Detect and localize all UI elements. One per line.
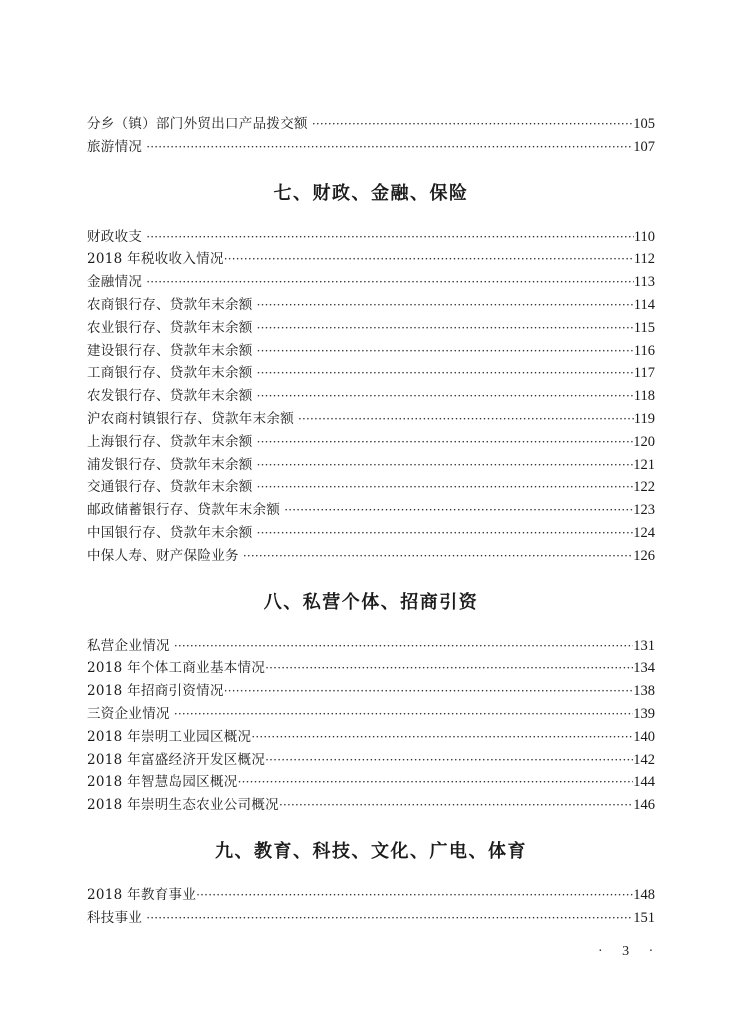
toc-entry-title: 农商银行存、贷款年末余额 (87, 296, 253, 313)
dot-leader (196, 884, 633, 907)
toc-entry-title: 金融情况 (87, 274, 143, 291)
dot-leader (146, 136, 633, 159)
toc-entry-page: 105 (633, 116, 655, 132)
toc-entry-title: 2018 年智慧岛园区概况 (87, 774, 238, 791)
toc-entry[interactable] (87, 657, 655, 680)
dot-leader (243, 545, 633, 568)
toc-entry-page: 118 (633, 388, 655, 405)
dot-leader (174, 703, 633, 726)
toc-entry-title: 浦发银行存、贷款年末余额 (87, 456, 253, 473)
toc-entry-title: 2018 年崇明生态农业公司概况 (87, 797, 279, 814)
toc-entry-page: 114 (633, 296, 655, 313)
toc-entry-title: 旅游情况 (87, 138, 143, 155)
spacer (87, 568, 655, 591)
toc-entry-page: 113 (633, 274, 655, 291)
toc-entry-page: 144 (633, 774, 655, 791)
dot-leader (257, 294, 634, 317)
toc-entry-title: 2018 年教育事业 (87, 886, 197, 903)
toc-entry-title: 工商银行存、贷款年末余额 (87, 365, 253, 382)
toc-entry-title: 中国银行存、贷款年末余额 (87, 524, 253, 541)
toc-entry[interactable] (87, 703, 655, 726)
spacer (87, 159, 655, 182)
dot-leader (257, 340, 634, 363)
toc-entry-page: 148 (633, 886, 655, 903)
toc-entry-title: 私营企业情况 (87, 637, 170, 654)
toc-entry[interactable] (87, 271, 655, 294)
toc-section-finance (87, 182, 655, 568)
toc-section-education (87, 840, 655, 930)
dot-leader (257, 522, 634, 545)
toc-entry-page: 138 (633, 683, 655, 700)
toc-entry-title: 分乡（镇）部门外贸出口产品拨交额 (87, 116, 308, 132)
toc-entry-title: 2018 年个体工商业基本情况 (87, 660, 266, 677)
spacer (87, 615, 655, 635)
dot-leader (224, 248, 634, 271)
dot-leader (146, 271, 634, 294)
toc-entry[interactable] (87, 408, 655, 431)
dot-leader (224, 680, 634, 703)
toc-entry-title: 2018 年富盛经济开发区概况 (87, 751, 266, 768)
dot-leader (284, 499, 633, 522)
toc-entry-page: 124 (633, 524, 655, 541)
dot-leader (257, 454, 634, 477)
toc-entry-page: 119 (633, 410, 655, 427)
toc-entry-page: 116 (633, 342, 655, 359)
toc-entry-title: 2018 年招商引资情况 (87, 683, 224, 700)
dot-leader (257, 476, 634, 499)
toc-entry[interactable] (87, 726, 655, 749)
toc-entry-page: 112 (633, 251, 655, 268)
toc-entry[interactable] (87, 136, 655, 159)
toc-entry[interactable] (87, 907, 655, 930)
toc-entry[interactable] (87, 749, 655, 772)
toc-entry[interactable] (87, 499, 655, 522)
toc-entry-page: 134 (633, 660, 655, 677)
dot-leader (298, 408, 634, 431)
toc-entry[interactable] (87, 635, 655, 658)
page-number: · 3 · (598, 944, 662, 959)
toc-entry-title: 农发银行存、贷款年末余额 (87, 388, 253, 405)
toc-entry-page: 121 (633, 456, 655, 473)
section-heading: 九、教育、科技、文化、广电、体育 (215, 840, 527, 862)
toc-entry-page: 115 (633, 319, 655, 336)
toc-entry-title: 沪农商村镇银行存、贷款年末余额 (87, 410, 294, 427)
toc-entry-page: 139 (633, 705, 655, 722)
toc-entry-page: 140 (633, 728, 655, 745)
toc-entry[interactable] (87, 454, 655, 477)
toc-entry-page: 146 (633, 797, 655, 814)
dot-leader (265, 657, 633, 680)
toc-entry-page: 126 (633, 547, 655, 564)
toc-entry-title: 农业银行存、贷款年末余额 (87, 319, 253, 336)
toc-entry-title: 邮政储蓄银行存、贷款年末余额 (87, 502, 281, 519)
toc-entry-title: 中保人寿、财产保险业务 (87, 547, 239, 564)
toc-entry-page: 107 (633, 138, 655, 155)
dot-leader (279, 794, 633, 817)
toc-section-continued (87, 113, 655, 159)
toc-entry[interactable] (87, 771, 655, 794)
toc-entry-page: 120 (633, 433, 655, 450)
spacer (87, 206, 655, 226)
dot-leader (238, 771, 634, 794)
toc-entry-title: 科技事业 (87, 909, 143, 926)
toc-entry[interactable] (87, 248, 655, 271)
dot-leader (146, 226, 634, 249)
toc-entry[interactable] (87, 385, 655, 408)
dot-leader (312, 113, 633, 136)
dot-leader (265, 749, 633, 772)
toc-entry[interactable] (87, 317, 655, 340)
toc-entry[interactable] (87, 545, 655, 568)
toc-section-private-business (87, 591, 655, 817)
toc-entry-page: 117 (633, 365, 655, 382)
dot-leader (251, 726, 633, 749)
toc-page (87, 113, 655, 930)
toc-entry-title: 2018 年税收收入情况 (87, 251, 224, 268)
toc-entry[interactable] (87, 113, 655, 136)
dot-leader (257, 385, 634, 408)
toc-entry[interactable] (87, 794, 655, 817)
toc-entry-title: 交通银行存、贷款年末余额 (87, 479, 253, 496)
toc-entry-title: 财政收支 (87, 228, 143, 245)
toc-entry[interactable] (87, 522, 655, 545)
toc-entry[interactable] (87, 362, 655, 385)
toc-entry[interactable] (87, 226, 655, 249)
section-heading: 七、财政、金融、保险 (273, 182, 469, 204)
dot-leader (146, 907, 633, 930)
toc-entry-title: 三资企业情况 (87, 705, 170, 722)
toc-entry[interactable] (87, 680, 655, 703)
toc-entry-page: 151 (633, 909, 655, 926)
toc-entry-page: 110 (633, 228, 655, 245)
toc-entry-title: 上海银行存、贷款年末余额 (87, 433, 253, 450)
toc-entry-page: 131 (633, 637, 655, 654)
dot-leader (257, 362, 634, 385)
dot-leader (257, 317, 634, 340)
toc-entry[interactable] (87, 294, 655, 317)
toc-entry-title: 2018 年崇明工业园区概况 (87, 728, 252, 745)
toc-entry-page: 122 (633, 479, 655, 496)
toc-entry-title: 建设银行存、贷款年末余额 (87, 342, 253, 359)
spacer (87, 864, 655, 884)
toc-entry[interactable] (87, 340, 655, 363)
toc-entry-page: 123 (633, 502, 655, 519)
toc-entry[interactable] (87, 884, 655, 907)
dot-leader (257, 431, 634, 454)
section-heading: 八、私营个体、招商引资 (263, 591, 479, 613)
toc-entry[interactable] (87, 431, 655, 454)
spacer (87, 817, 655, 840)
toc-entry-page: 142 (633, 751, 655, 768)
dot-leader (174, 635, 633, 658)
toc-entry[interactable] (87, 476, 655, 499)
